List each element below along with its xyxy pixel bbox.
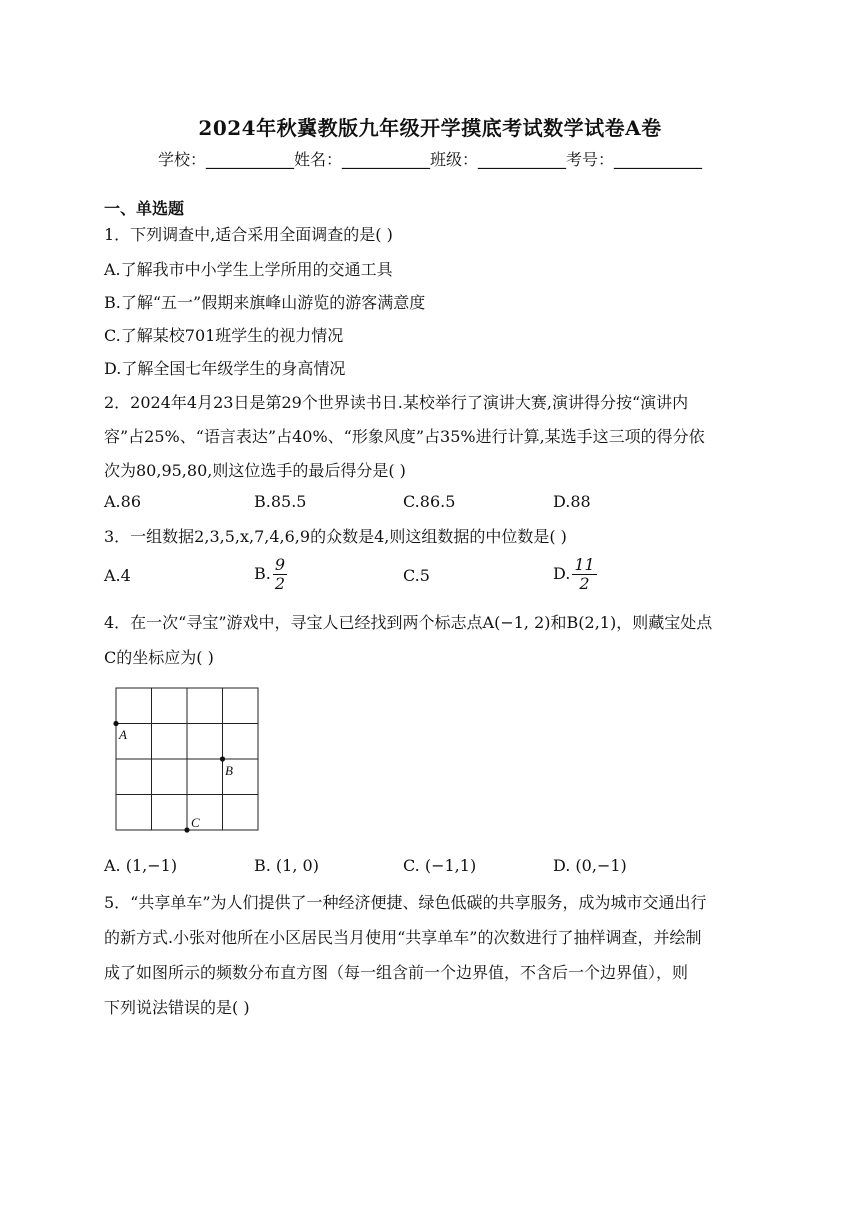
q3-option-b-label: B. — [254, 564, 271, 583]
fraction-denominator: 2 — [579, 574, 590, 593]
fraction — [273, 556, 287, 593]
q3-option-d-label: D. — [553, 564, 571, 583]
q2-option-c: C.86.5 — [403, 492, 456, 511]
point-b-label: B — [225, 763, 233, 778]
grid-lines — [116, 688, 258, 830]
student-info-line — [0, 147, 860, 170]
q5-stem-line-1: 5．“共享单车”为人们提供了一种经济便捷、绿色低碳的共享服务，成为城市交通出行 — [104, 893, 707, 912]
q1-option-d: D.了解全国七年级学生的身高情况 — [104, 359, 346, 378]
q3-option-a: A.4 — [104, 566, 131, 585]
point-b — [220, 756, 225, 761]
q2-stem-line-1: 2．2024年4月23日是第29个世界读书日.某校举行了演讲大赛,演讲得分按“演讲内 — [104, 393, 689, 412]
q5-stem-line-3: 成了如图所示的频数分布直方图（每一组含前一个边界值，不含后一个边界值），则 — [104, 963, 689, 982]
q2-stem-line-3: 次为80,95,80,则这位选手的最后得分是( ) — [104, 461, 406, 480]
fraction-numerator: 11 — [574, 555, 595, 574]
point-a-label: A — [119, 727, 127, 742]
q1-option-c: C.了解某校701班学生的视力情况 — [104, 326, 344, 345]
fraction-denominator: 2 — [274, 574, 286, 593]
q3-option-d — [553, 556, 597, 593]
q1-stem: 1．下列调查中,适合采用全面调查的是( ) — [104, 225, 393, 244]
section-heading: 一、单选题 — [104, 199, 185, 218]
q2-option-d: D.88 — [553, 492, 591, 511]
q2-option-a: A.86 — [104, 492, 141, 511]
q4-stem-line-2: C的坐标应为( ) — [104, 648, 214, 667]
q3-option-c: C.5 — [403, 566, 430, 585]
q4-option-b: B. (1, 0) — [254, 856, 319, 875]
q5-stem-line-2: 的新方式.小张对他所在小区居民当月使用“共享单车”的次数进行了抽样调查，并绘制 — [104, 928, 702, 947]
point-c — [184, 827, 189, 832]
q1-option-a: A.了解我市中小学生上学所用的交通工具 — [104, 260, 393, 279]
q4-stem-line-1: 4．在一次“寻宝”游戏中，寻宝人已经找到两个标志点A(−1, 2)和B(2,1)，则藏宝处点 — [104, 613, 713, 632]
q2-option-b: B.85.5 — [254, 492, 307, 511]
treasure-grid-figure — [110, 684, 265, 836]
fraction — [572, 556, 596, 593]
q1-option-b: B.了解“五一”假期来旗峰山游览的游客满意度 — [104, 293, 426, 312]
q3-stem: 3．一组数据2,3,5,x,7,4,6,9的众数是4,则这组数据的中位数是( ) — [104, 527, 567, 546]
student-info-text: 学校：___________姓名：___________班级：___________考号：___________ — [157, 150, 702, 169]
q4-option-c: C. (−1,1) — [403, 856, 477, 875]
q5-stem-line-4: 下列说法错误的是( ) — [104, 998, 250, 1017]
fraction-numerator: 9 — [274, 555, 286, 574]
point-c-label: C — [191, 815, 200, 830]
q4-option-d: D. (0,−1) — [553, 856, 627, 875]
exam-title: 2024年秋冀教版九年级开学摸底考试数学试卷A卷 — [198, 116, 662, 140]
q3-option-b — [254, 556, 287, 593]
q4-option-a: A. (1,−1) — [104, 856, 178, 875]
point-a — [113, 721, 118, 726]
q2-stem-line-2: 容”占25%、“语言表达”占40%、“形象风度”占35%进行计算,某选手这三项的得分依 — [104, 427, 705, 446]
